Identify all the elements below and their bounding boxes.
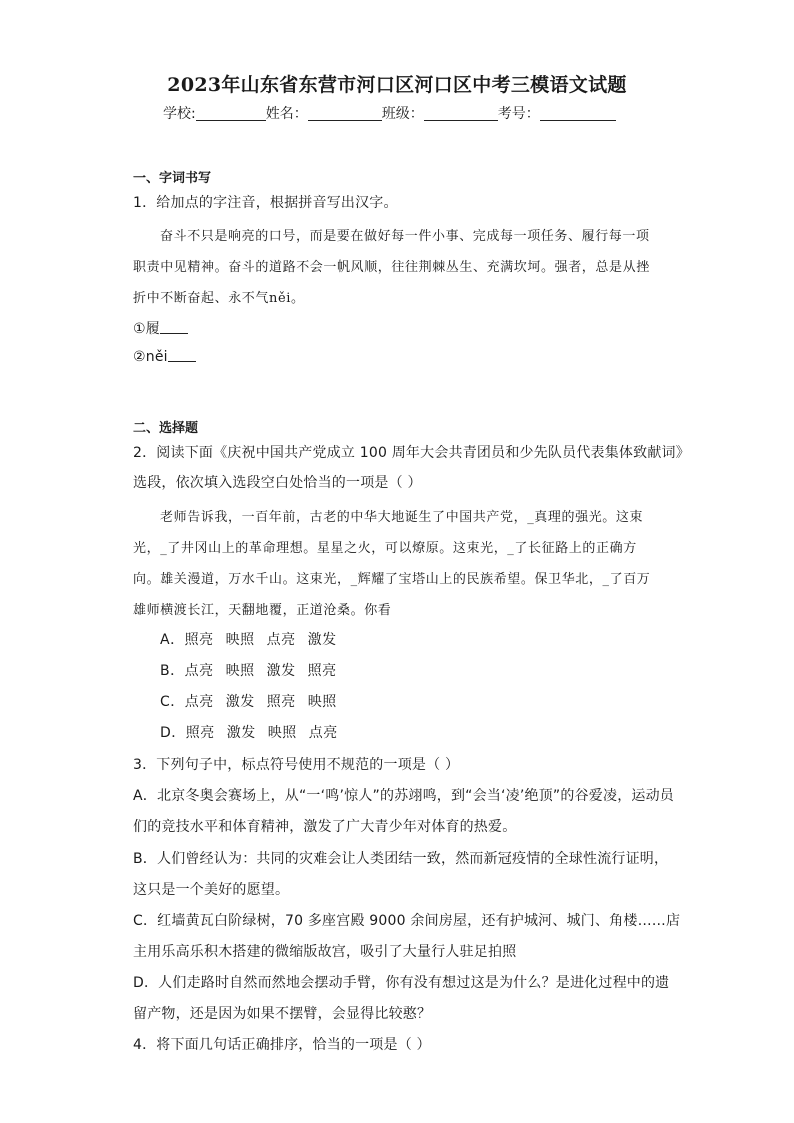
name-blank xyxy=(308,106,382,121)
class-blank xyxy=(424,106,498,121)
student-info-line xyxy=(163,103,616,123)
answer-blank xyxy=(168,349,196,362)
q2-passage-line-3: 向。雄关漫道，万水千山。这束光，_辉耀了宝塔山上的民族希望。保卫华北，_了百万 xyxy=(133,572,651,587)
q1-passage-line-2: 职责中见精神。奋斗的道路不会一帆风顺，往往荆棘丛生、充满坎坷。强者，总是从挫 xyxy=(133,260,650,275)
q2-option-c[interactable]: C．点亮 激发 照亮 映照 xyxy=(160,694,337,710)
section-heading-1: 一、字词书写 xyxy=(133,171,212,186)
q3-option-a-line-1[interactable]: A．北京冬奥会赛场上，从“一‘鸣’惊人”的苏翊鸣，到“会当‘凌’绝顶”的谷爱凌，运动员 xyxy=(133,788,674,804)
name-label: 姓名： xyxy=(265,106,308,122)
question-4-stem: 4．将下面几句话正确排序，恰当的一项是（ ） xyxy=(133,1037,431,1053)
question-2-stem-line-1: 2．阅读下面《庆祝中国共产党成立 100 周年大会共青团员和少先队员代表集体致献词》 xyxy=(133,445,690,461)
exam-no-blank xyxy=(540,106,616,121)
q3-option-d-line-2: 留产物，还是因为如果不摆臂，会显得比较憨？ xyxy=(133,1006,432,1022)
q2-option-b[interactable]: B．点亮 映照 激发 照亮 xyxy=(160,663,337,679)
q3-option-a-line-2: 们的竞技水平和体育精神，激发了广大青少年对体育的热爱。 xyxy=(133,819,517,835)
q3-option-b-line-1[interactable]: B．人们曾经认为：共同的灾难会让人类团结一致，然而新冠疫情的全球性流行证明， xyxy=(133,851,669,867)
q2-option-d[interactable]: D．照亮 激发 映照 点亮 xyxy=(160,725,338,741)
q1-passage-line-3: 折中不断奋起、永不气něi。 xyxy=(133,291,305,306)
q3-option-c-line-1[interactable]: C．红墙黄瓦白阶绿树，70 多座宫殿 9000 余间房屋，还有护城河、城门、角楼……店 xyxy=(133,913,681,929)
school-blank xyxy=(196,106,266,121)
q1-item-2: ②něi xyxy=(133,349,196,365)
q2-passage-line-2: 光，_了井冈山上的革命理想。星星之火，可以燎原。这束光，_了长征路上的正确方 xyxy=(133,541,637,556)
q2-option-a[interactable]: A．照亮 映照 点亮 激发 xyxy=(160,632,337,648)
q1-item-1: ①履 xyxy=(133,318,188,338)
q1-passage-line-1: 奋斗不只是响亮的口号，而是要在做好每一件小事、完成每一项任务、履行每一项 xyxy=(160,229,650,244)
q3-option-b-line-2: 这只是一个美好的愿望。 xyxy=(133,882,290,898)
exam-no-label: 考号： xyxy=(497,106,540,122)
q3-option-d-line-1[interactable]: D．人们走路时自然而然地会摆动手臂，你有没有想过这是为什么？是进化过程中的遗 xyxy=(133,975,670,991)
exam-title: 2023年山东省东营市河口区河口区中考三模语文试题 xyxy=(167,74,627,96)
question-1-stem: 1．给加点的字注音，根据拼音写出汉字。 xyxy=(133,195,398,211)
answer-blank xyxy=(160,321,188,334)
q3-option-c-line-2: 主用乐高乐积木搭建的微缩版故宫，吸引了大量行人驻足拍照 xyxy=(133,944,517,960)
q2-passage-line-1: 老师告诉我，一百年前，古老的中华大地诞生了中国共产党，_真理的强光。这束 xyxy=(160,510,644,525)
question-3-stem: 3．下列句子中，标点符号使用不规范的一项是（ ） xyxy=(133,757,460,773)
school-label: 学校: xyxy=(163,106,196,122)
question-2-stem-line-2: 选段，依次填入选段空白处恰当的一项是（ ） xyxy=(133,475,422,491)
section-heading-2: 二、选择题 xyxy=(133,421,199,436)
q2-passage-line-4: 雄师横渡长江，天翻地覆，正道沧桑。你看 xyxy=(133,603,392,618)
class-label: 班级： xyxy=(381,106,424,122)
